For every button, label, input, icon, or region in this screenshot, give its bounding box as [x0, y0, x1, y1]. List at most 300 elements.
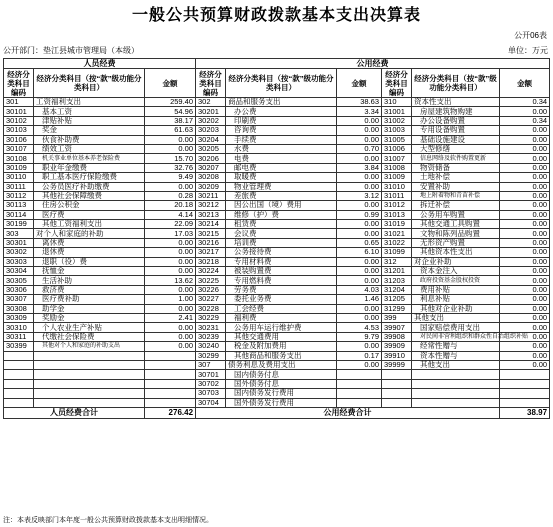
right-name-cell: 地上附着物和青苗补偿: [412, 191, 500, 200]
mid-name-cell: 邮电费: [226, 163, 337, 172]
right-name-cell: 对民间非营利组织和群众性自治组织补贴: [412, 332, 500, 341]
table-row: [4, 267, 550, 276]
mid-amount-cell: 1.46: [337, 295, 382, 304]
mid-code-cell: 30212: [196, 201, 226, 210]
public-total-label: 公用经费合计: [196, 407, 500, 418]
right-code-cell: 31299: [382, 304, 412, 313]
right-code-cell: 31099: [382, 248, 412, 257]
left-name-cell: 离休费: [34, 238, 145, 247]
right-name-cell: 安置补助: [412, 182, 500, 191]
footnote: 注：本表反映部门本年度一般公共预算财政拨款基本支出明细情况。: [3, 517, 213, 524]
right-amount-cell: [500, 379, 550, 388]
mid-name-cell: 取暖费: [226, 173, 337, 182]
header-column-row: [4, 69, 550, 98]
left-amount-cell: 259.40: [145, 98, 196, 107]
left-name-cell: 抚恤金: [34, 267, 145, 276]
mid-amount-cell: 4.53: [337, 323, 382, 332]
left-amount-cell: [145, 360, 196, 369]
col-name-header: 经济分类科目（按“款”级功能分类科目）: [34, 69, 145, 98]
mid-amount-cell: [337, 389, 382, 398]
left-code-cell: 30306: [4, 285, 34, 294]
right-amount-cell: 0.00: [500, 323, 550, 332]
right-amount-cell: 0.34: [500, 98, 550, 107]
mid-code-cell: 30703: [196, 389, 226, 398]
personnel-total-label: 人员经费合计: [4, 407, 145, 418]
table-row: [4, 107, 550, 116]
right-code-cell: 31021: [382, 229, 412, 238]
table-row: [4, 116, 550, 125]
left-amount-cell: 20.18: [145, 201, 196, 210]
left-name-cell: 生活补助: [34, 276, 145, 285]
left-name-cell: 助学金: [34, 304, 145, 313]
mid-code-cell: 30239: [196, 332, 226, 341]
right-code-cell: 31203: [382, 276, 412, 285]
left-amount-cell: 0.00: [145, 238, 196, 247]
mid-amount-cell: 0.00: [337, 135, 382, 144]
col-name-header: 经济分类科目（按“款”级功能分类科目）: [226, 69, 337, 98]
right-code-cell: 39999: [382, 360, 412, 369]
right-name-cell: 资本金注入: [412, 267, 500, 276]
right-amount-cell: 0.00: [500, 332, 550, 341]
left-amount-cell: 15.70: [145, 154, 196, 163]
mid-code-cell: 30214: [196, 220, 226, 229]
mid-code-cell: 30229: [196, 313, 226, 322]
personnel-total-amount: 276.42: [145, 407, 196, 418]
right-name-cell: [412, 398, 500, 407]
left-name-cell: 医疗费: [34, 210, 145, 219]
mid-amount-cell: 0.00: [337, 342, 382, 351]
mid-code-cell: 30224: [196, 267, 226, 276]
mid-name-cell: 工会经费: [226, 304, 337, 313]
left-name-cell: 个人农业生产补贴: [34, 323, 145, 332]
left-amount-cell: [145, 389, 196, 398]
table-row: [4, 229, 550, 238]
right-code-cell: 39908: [382, 332, 412, 341]
right-code-cell: 31001: [382, 107, 412, 116]
right-amount-cell: 0.00: [500, 304, 550, 313]
mid-name-cell: 国外债务付息: [226, 379, 337, 388]
col-amount-header: 金额: [337, 69, 382, 98]
mid-name-cell: 会议费: [226, 229, 337, 238]
mid-name-cell: 因公出国（境）费用: [226, 201, 337, 210]
right-amount-cell: 0.00: [500, 154, 550, 163]
left-amount-cell: 4.14: [145, 210, 196, 219]
mid-name-cell: 福利费: [226, 313, 337, 322]
left-name-cell: 对个人和家庭的补助: [34, 229, 145, 238]
left-code-cell: 30308: [4, 304, 34, 313]
mid-name-cell: 商品和服务支出: [226, 98, 337, 107]
right-amount-cell: 0.00: [500, 210, 550, 219]
right-code-cell: 31201: [382, 267, 412, 276]
left-amount-cell: 0.00: [145, 257, 196, 266]
right-code-cell: 399: [382, 313, 412, 322]
mid-code-cell: 30209: [196, 182, 226, 191]
mid-code-cell: 30207: [196, 163, 226, 172]
right-amount-cell: 0.00: [500, 135, 550, 144]
mid-amount-cell: 0.00: [337, 182, 382, 191]
mid-name-cell: 电费: [226, 154, 337, 163]
left-amount-cell: 13.62: [145, 276, 196, 285]
left-amount-cell: 0.00: [145, 285, 196, 294]
right-amount-cell: 0.00: [500, 163, 550, 172]
right-amount-cell: 0.00: [500, 295, 550, 304]
right-amount-cell: 0.00: [500, 220, 550, 229]
right-name-cell: 大型修缮: [412, 144, 500, 153]
col-code-header: 经济分类科目编码: [4, 69, 34, 98]
right-name-cell: 其他交通工具购置: [412, 220, 500, 229]
left-code-cell: 30112: [4, 191, 34, 200]
right-name-cell: 专用设备购置: [412, 126, 500, 135]
right-code-cell: 39910: [382, 351, 412, 360]
mid-name-cell: 维修（护）费: [226, 210, 337, 219]
mid-name-cell: 国外债务发行费用: [226, 398, 337, 407]
left-name-cell: 奖金: [34, 126, 145, 135]
mid-name-cell: 其他交通费用: [226, 332, 337, 341]
mid-amount-cell: [337, 370, 382, 379]
right-code-cell: 39907: [382, 323, 412, 332]
left-name-cell: 其他社会保障缴费: [34, 191, 145, 200]
table-row: [4, 360, 550, 369]
left-code-cell: 30102: [4, 116, 34, 125]
left-code-cell: 30101: [4, 107, 34, 116]
mid-name-cell: 专用材料费: [226, 257, 337, 266]
totals-row: [4, 407, 550, 418]
right-amount-cell: 0.00: [500, 351, 550, 360]
right-code-cell: 31205: [382, 295, 412, 304]
right-name-cell: 其他对企业补助: [412, 304, 500, 313]
mid-name-cell: 公务用车运行维护费: [226, 323, 337, 332]
right-amount-cell: 0.00: [500, 229, 550, 238]
right-code-cell: 31010: [382, 182, 412, 191]
left-name-cell: 工资福利支出: [34, 98, 145, 107]
right-code-cell: 31006: [382, 144, 412, 153]
mid-code-cell: 30201: [196, 107, 226, 116]
mid-code-cell: 30215: [196, 229, 226, 238]
left-name-cell: 职业年金缴费: [34, 163, 145, 172]
left-amount-cell: 0.00: [145, 248, 196, 257]
page-title: 一般公共预算财政拨款基本支出决算表: [131, 7, 421, 24]
left-name-cell: 退休费: [34, 248, 145, 257]
right-name-cell: 基础设施建设: [412, 135, 500, 144]
unit-row: [3, 45, 548, 57]
mid-code-cell: 302: [196, 98, 226, 107]
left-name-cell: [34, 379, 145, 388]
mid-code-cell: 30702: [196, 379, 226, 388]
right-name-cell: 无形资产购置: [412, 238, 500, 247]
mid-code-cell: 30202: [196, 116, 226, 125]
mid-amount-cell: 3.34: [337, 107, 382, 116]
mid-name-cell: 咨询费: [226, 126, 337, 135]
mid-code-cell: 30228: [196, 304, 226, 313]
left-amount-cell: 0.00: [145, 144, 196, 153]
mid-code-cell: 30206: [196, 154, 226, 163]
mid-name-cell: 印刷费: [226, 116, 337, 125]
table-row: [4, 154, 550, 163]
left-amount-cell: 1.00: [145, 295, 196, 304]
mid-amount-cell: 6.10: [337, 248, 382, 257]
left-name-cell: 代缴社会保险费: [34, 332, 145, 341]
mid-code-cell: 30704: [196, 398, 226, 407]
mid-amount-cell: 0.17: [337, 351, 382, 360]
left-name-cell: 伙食补助费: [34, 135, 145, 144]
mid-name-cell: 其他商品和服务支出: [226, 351, 337, 360]
left-code-cell: 30399: [4, 342, 34, 351]
left-code-cell: 30305: [4, 276, 34, 285]
right-amount-cell: 0.00: [500, 276, 550, 285]
right-amount-cell: 0.00: [500, 107, 550, 116]
left-code-cell: 30311: [4, 332, 34, 341]
table-row: [4, 295, 550, 304]
left-code-cell: 30302: [4, 248, 34, 257]
left-amount-cell: [145, 398, 196, 407]
right-code-cell: 31008: [382, 163, 412, 172]
mid-code-cell: 30225: [196, 276, 226, 285]
right-name-cell: 资本性赠与: [412, 351, 500, 360]
table-row: [4, 304, 550, 313]
left-code-cell: [4, 360, 34, 369]
left-code-cell: 30103: [4, 126, 34, 135]
right-amount-cell: 0.00: [500, 173, 550, 182]
table-row: [4, 220, 550, 229]
right-code-cell: 31019: [382, 220, 412, 229]
left-name-cell: [34, 389, 145, 398]
left-name-cell: 津贴补贴: [34, 116, 145, 125]
mid-code-cell: 30216: [196, 238, 226, 247]
table-row: [4, 135, 550, 144]
right-amount-cell: 0.00: [500, 285, 550, 294]
left-name-cell: 奖励金: [34, 313, 145, 322]
mid-code-cell: 30203: [196, 126, 226, 135]
mid-amount-cell: 0.00: [337, 257, 382, 266]
col-amount-header: 金额: [500, 69, 550, 98]
right-name-cell: 公务用车购置: [412, 210, 500, 219]
mid-code-cell: 30240: [196, 342, 226, 351]
right-code-cell: [382, 398, 412, 407]
left-code-cell: [4, 379, 34, 388]
mid-amount-cell: 3.84: [337, 163, 382, 172]
left-name-cell: [34, 398, 145, 407]
mid-amount-cell: 0.00: [337, 154, 382, 163]
left-code-cell: 30303: [4, 257, 34, 266]
mid-code-cell: 30701: [196, 370, 226, 379]
right-code-cell: 31002: [382, 116, 412, 125]
mid-name-cell: 公务接待费: [226, 248, 337, 257]
right-name-cell: 利息补贴: [412, 295, 500, 304]
left-code-cell: [4, 398, 34, 407]
left-name-cell: 职工基本医疗保险缴费: [34, 173, 145, 182]
table-row: [4, 342, 550, 351]
left-code-cell: [4, 389, 34, 398]
form-number: 公开06表: [514, 31, 547, 40]
table-row: [4, 126, 550, 135]
right-name-cell: 拆迁补偿: [412, 201, 500, 210]
right-code-cell: [382, 379, 412, 388]
right-amount-cell: 0.00: [500, 144, 550, 153]
mid-name-cell: 租赁费: [226, 220, 337, 229]
public-header: 公用经费: [196, 59, 550, 69]
right-name-cell: 办公设备购置: [412, 116, 500, 125]
mid-amount-cell: 0.65: [337, 238, 382, 247]
left-name-cell: [34, 370, 145, 379]
right-amount-cell: 0.34: [500, 116, 550, 125]
mid-amount-cell: 0.00: [337, 201, 382, 210]
left-name-cell: 其他工资福利支出: [34, 220, 145, 229]
right-name-cell: 政府投资基金股权投资: [412, 276, 500, 285]
left-name-cell: 救济费: [34, 285, 145, 294]
mid-code-cell: 30299: [196, 351, 226, 360]
left-code-cell: 30114: [4, 210, 34, 219]
mid-amount-cell: 0.00: [337, 116, 382, 125]
left-amount-cell: 0.00: [145, 304, 196, 313]
table-row: [4, 313, 550, 322]
right-name-cell: 其他支出: [412, 360, 500, 369]
table-row: [4, 144, 550, 153]
table-row: [4, 248, 550, 257]
left-name-cell: 其他对个人和家庭的补助支出: [34, 342, 145, 351]
left-code-cell: [4, 351, 34, 360]
mid-code-cell: 307: [196, 360, 226, 369]
right-amount-cell: 0.00: [500, 248, 550, 257]
left-amount-cell: [145, 351, 196, 360]
mid-amount-cell: 0.00: [337, 304, 382, 313]
mid-amount-cell: [337, 379, 382, 388]
mid-amount-cell: 0.00: [337, 229, 382, 238]
mid-amount-cell: 0.00: [337, 313, 382, 322]
right-code-cell: 31011: [382, 191, 412, 200]
table-row: [4, 398, 550, 407]
table-row: [4, 323, 550, 332]
mid-amount-cell: 0.70: [337, 144, 382, 153]
mid-amount-cell: 0.00: [337, 220, 382, 229]
mid-amount-cell: 38.63: [337, 98, 382, 107]
mid-amount-cell: 0.00: [337, 126, 382, 135]
right-amount-cell: 0.00: [500, 201, 550, 210]
left-amount-cell: 61.63: [145, 126, 196, 135]
left-name-cell: 住房公积金: [34, 201, 145, 210]
table-row: [4, 201, 550, 210]
table-row: [4, 370, 550, 379]
mid-code-cell: 30211: [196, 191, 226, 200]
left-code-cell: 30106: [4, 135, 34, 144]
right-name-cell: 文物和陈列品购置: [412, 229, 500, 238]
right-code-cell: 31012: [382, 201, 412, 210]
right-code-cell: [382, 370, 412, 379]
left-code-cell: 301: [4, 98, 34, 107]
mid-name-cell: 国内债务付息: [226, 370, 337, 379]
mid-code-cell: 30205: [196, 144, 226, 153]
mid-amount-cell: 3.12: [337, 191, 382, 200]
left-amount-cell: 32.76: [145, 163, 196, 172]
mid-amount-cell: 0.00: [337, 173, 382, 182]
right-name-cell: [412, 379, 500, 388]
right-name-cell: [412, 370, 500, 379]
right-amount-cell: [500, 389, 550, 398]
right-name-cell: 国家赔偿费用支出: [412, 323, 500, 332]
left-code-cell: 30113: [4, 201, 34, 210]
left-amount-cell: [145, 379, 196, 388]
right-amount-cell: 0.00: [500, 191, 550, 200]
right-code-cell: 31003: [382, 126, 412, 135]
table-row: [4, 182, 550, 191]
right-name-cell: 土地补偿: [412, 173, 500, 182]
mid-code-cell: 30226: [196, 285, 226, 294]
right-amount-cell: 0.00: [500, 182, 550, 191]
mid-name-cell: 物业管理费: [226, 182, 337, 191]
mid-amount-cell: 0.00: [337, 267, 382, 276]
personnel-header: 人员经费: [4, 59, 196, 69]
mid-name-cell: 国内债务发行费用: [226, 389, 337, 398]
left-code-cell: 30301: [4, 238, 34, 247]
right-code-cell: 312: [382, 257, 412, 266]
mid-name-cell: 办公费: [226, 107, 337, 116]
left-code-cell: 30107: [4, 144, 34, 153]
table-row: [4, 257, 550, 266]
right-amount-cell: 0.00: [500, 238, 550, 247]
col-code-header: 经济分类科目编码: [196, 69, 226, 98]
left-amount-cell: 54.96: [145, 107, 196, 116]
left-amount-cell: 0.00: [145, 182, 196, 191]
left-name-cell: 绩效工资: [34, 144, 145, 153]
col-name-header: 经济分类科目（按“款”级功能分类科目）: [412, 69, 500, 98]
mid-name-cell: 劳务费: [226, 285, 337, 294]
left-code-cell: 30110: [4, 173, 34, 182]
right-code-cell: 31204: [382, 285, 412, 294]
left-amount-cell: 22.09: [145, 220, 196, 229]
mid-name-cell: 被装购置费: [226, 267, 337, 276]
col-code-header: 经济分类科目编码: [382, 69, 412, 98]
right-name-cell: 信息网络及软件购置更新: [412, 154, 500, 163]
left-amount-cell: [145, 370, 196, 379]
left-name-cell: [34, 360, 145, 369]
mid-amount-cell: 0.00: [337, 360, 382, 369]
right-amount-cell: 0.00: [500, 257, 550, 266]
mid-name-cell: 培训费: [226, 238, 337, 247]
right-code-cell: 31022: [382, 238, 412, 247]
right-name-cell: 物资储备: [412, 163, 500, 172]
left-code-cell: 30309: [4, 313, 34, 322]
mid-code-cell: 30231: [196, 323, 226, 332]
right-amount-cell: 0.00: [500, 267, 550, 276]
left-amount-cell: 0.00: [145, 342, 196, 351]
left-amount-cell: 0.00: [145, 332, 196, 341]
mid-amount-cell: 4.03: [337, 285, 382, 294]
mid-amount-cell: 0.99: [337, 210, 382, 219]
unit-label: 单位：万元: [508, 46, 548, 55]
mid-name-cell: 手续费: [226, 135, 337, 144]
left-name-cell: 机关事业单位基本养老保险费: [34, 154, 145, 163]
mid-name-cell: 债务利息及费用支出: [226, 360, 337, 369]
mid-code-cell: 30213: [196, 210, 226, 219]
right-amount-cell: 0.00: [500, 360, 550, 369]
mid-name-cell: 差旅费: [226, 191, 337, 200]
left-amount-cell: 0.00: [145, 135, 196, 144]
left-amount-cell: 0.00: [145, 267, 196, 276]
mid-code-cell: 30208: [196, 173, 226, 182]
left-amount-cell: 2.41: [145, 313, 196, 322]
mid-code-cell: 30218: [196, 257, 226, 266]
right-amount-cell: 0.00: [500, 126, 550, 135]
right-name-cell: 对企业补助: [412, 257, 500, 266]
left-amount-cell: 0.28: [145, 191, 196, 200]
mid-code-cell: 30227: [196, 295, 226, 304]
header-group-row: [4, 59, 550, 69]
col-amount-header: 金额: [145, 69, 196, 98]
left-name-cell: [34, 351, 145, 360]
left-code-cell: 30111: [4, 182, 34, 191]
left-amount-cell: 9.49: [145, 173, 196, 182]
table-row: [4, 173, 550, 182]
left-name-cell: 基本工资: [34, 107, 145, 116]
